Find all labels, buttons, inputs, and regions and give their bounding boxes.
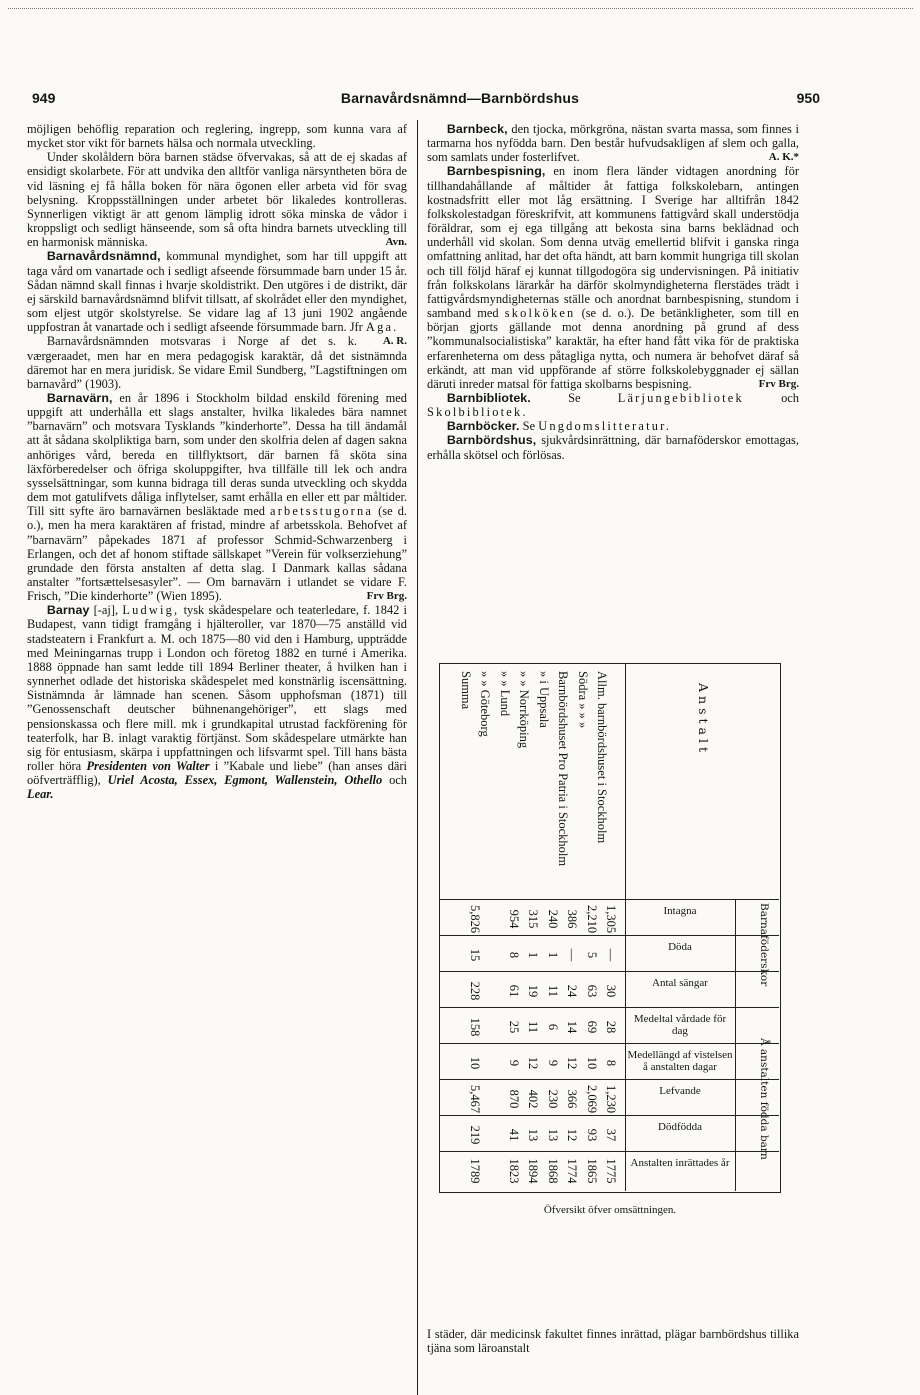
table-row-label: Barnbördshuset Pro Patria i Stockholm [556,671,570,867]
page-title: Barnavårdsnämnd—Barnbördshus [340,90,580,106]
table-cell: 386 [565,909,579,929]
table-cell: 15 [467,948,482,962]
table-cell: 954 [506,909,521,929]
entry-barnbocker: Barnböcker. Se Ungdomslitteratur. [446,419,672,434]
group-label-mothers: Barnaföderskor [758,903,770,987]
headword: Barnbespisning, [446,164,546,179]
table-row-label: » » Göteborg [478,671,492,737]
table-cell: 93 [584,1128,599,1142]
table-cell: 25 [506,1020,521,1034]
entry-barnavardsnamnd: Barnavårdsnämnd, kommunal myndighet, som har till uppgift att taga vård om vanartade och i sedligt afseende försummade barn under 15 år. Sådan nämnd skall finnas i hvarje skoldistrikt. Den utgöres i de distrikt, där ej särskild barnavårdsnämnd blifvit tillsatt, af skolrådet eller den myndighet, som eljest utgör skolstyrelse. Se vidare lag af 13 juni 1902 angående uppfostran åt vanartade och i sedligt afseende försummade barn. Jfr Aga. A. R. [27,249,407,348]
table-cell: 1,305 [604,904,618,934]
column-divider [417,120,418,1395]
table-cell: 1868 [545,1158,560,1184]
table-row-label: » i Uppsala [536,671,551,728]
table-cell: 1865 [584,1158,599,1184]
table-column-label: Lefvande [659,1085,701,1097]
table-cell: 1774 [565,1158,579,1184]
cross-reference: skolköken [504,306,576,321]
table-stub-header: Anstalt [696,683,711,756]
entry-barnbespisning: Barnbespisning, en inom flera länder vidtagen anordning för tillhandahållande af måltider åt fattiga folkskolebarn, antingen kostnadsfritt eller mot låg ersättning. I Sverige har alltifrån 1842 folkskolestadgan föreskrifvit, att kommunens fattigvård skall understödja föräldrar, som ej ega tillgång att bekosta sina barns beklädnad och underhåll vid skolan. Som denna utväg emellertid blifvit i ganska ringa omfattning anlitad, har det ofta händt, att barn kommit hungriga till skolan och till följd häraf ej kunnat tillgodogöra sig undervisningen. På initiativ från folkskolans lärarkår ha därför skolmyndigheterna flerstädes trädt i fattigvårdsmyndigheternas ställe och anordnat barnbespisning, stundom i samband med skolköken (se d. o.). De betänkligheter, som till en början gjorts gällande mot denna anordning på grund af dess ”kommunalsocialistiska” karaktär, ha efter hand fått vika för de praktiska erfarenheterna om dess påtagliga nytta, och numera är behofvet däraf så erkändt, att man vid uppförande af större folkskolebyggnader ej sällan däruti inreder matsal för fattiga skolbarns bespisning. Frv Brg. [427,164,799,391]
table-cell: 41 [506,1128,521,1142]
left-column [27,122,407,802]
entry-barnbibliotek: Barnbibliotek. Se Lärjungebibliotek och Skolbibliotek. [427,390,799,420]
table-rule [735,899,736,1191]
table-cell: 10 [467,1056,482,1070]
running-header [0,90,920,110]
table-cell: 28 [604,1020,618,1034]
table-cell: 870 [506,1089,521,1109]
table-cell: 228 [467,981,482,1001]
table-column-label: Anstalten inrättades år [630,1157,730,1169]
table-cell: 6 [545,1023,560,1031]
table-rule [439,1007,779,1008]
headword: Barnbibliotek. [446,390,531,405]
headword: Barnbördshus, [446,433,537,448]
entry-barnay: Barnay [-aj], Ludwig, tysk skådespelare och teaterledare, f. 1842 i Budapest, vann tidigt framgång i hjälteroller, var 1870—75 anställd vid stadsteatern i Frankfurt a. M. och 1875—80 vid den i Hamburg, uppträdde med Meiningarnas trupp i London och företog 1882 en turné i Amerika. 1888 öppnade han samt ledde till 1894 Berliner theater, å hvilken han i synnerhet odlade det historiska skådespelet med konstnärlig iscensättning. Sistnämnda år lämnade han scenen. Såsom upphofsman (1871) till ”Genossenschaft deutscher bühnenangehöriger”, ett slags med pensionskassa och flere mill. mk i grundkapital utrustad fackförening för teaterfolk, har B. inlagt varaktig förtjänst. Som skådespelare utmärkte han sig för entusiasm, skärpa i uppfattningen och lifsvarmt spel. Till hans bästa roller höra Presidenten von Walter i ”Kabale und liebe” (han anses däri oöfverträfflig), Uriel Acosta, Essex, Egmont, Wallenstein, Othello och Lear. [27,603,407,802]
table-caption: Öfversikt öfver omsättningen. [543,1204,677,1216]
table-cell: 19 [526,984,540,998]
table-rule [439,1079,779,1080]
table-cell: 11 [526,1020,540,1034]
signature: A. K.* [768,151,799,164]
table-cell: 158 [467,1017,482,1037]
page-number-right: 950 [796,90,820,106]
table-cell: — [604,948,618,962]
table-cell: 1775 [604,1158,618,1184]
table-cell: 13 [545,1128,560,1142]
table-cell: 5,467 [467,1084,482,1114]
role-titles: Lear. [27,787,54,802]
table-rule [439,935,779,936]
table-row-label: Södra » » » [575,671,590,729]
page-number-left: 949 [32,90,56,106]
paragraph: I städer, där medicinsk fakultet finnes inrättad, plägar barnbördshus tillika tjäna som läroanstalt [427,1327,799,1356]
statistics-table [439,663,781,1216]
table-cell: 12 [526,1056,540,1070]
table-row-label: Allm. barnbördshuset i Stockholm [595,671,609,844]
table-cell: 69 [584,1020,599,1034]
table-row-label: » » Lund [497,671,512,717]
table-cell: 240 [545,909,560,929]
table-cell: 5 [584,951,599,959]
table-cell: 2,210 [584,904,599,934]
table-cell: 30 [604,984,618,998]
table-rule [439,1115,779,1116]
table-rule [439,1043,779,1044]
table-column-label: Döda [668,941,692,953]
table-cell: 366 [565,1089,579,1109]
table-cell: 1894 [526,1158,540,1184]
group-label-born: Å anstalten födda barn [758,1038,770,1160]
table-cell: 1 [545,951,560,959]
table-cell: 315 [526,909,540,929]
table-cell: 61 [506,984,521,998]
table-cell: 8 [604,1059,618,1067]
table-cell: 230 [545,1089,560,1109]
table-rule [625,663,626,1191]
table-row-label: » » Norrköping [517,671,531,749]
signature: Frv Brg. [758,377,799,390]
table-cell: 10 [584,1056,599,1070]
entry-barnavarn: Barnavärn, en år 1896 i Stockholm bildad enskild förening med uppgift att underhålla ett slags anstalter, hvilka likaledes bära namnet ”barnavärn” och motsvara Tysklands ”kinderhorte”. Dessa ha till ändamål att åt sådana skolpliktiga barn, som under den skolfria delen af dagen sakna anhöriges vård, bereda en tillflyktsort, där barnen få sköta sina läxförberedelser och öfriga skoluppgifter, hva tillfälle till lek och andra sysselsättningar, som kunna bidraga till deras sunda utveckling och skydda dem mot gatulifvets dåliga inflytelser, samt erhålla en eller ett par måltider. Till sitt syfte äro barnavärnen besläktade med arbetsstugorna (se d. o.), men ha mera karaktären af fristad, mindre af arbetsskola. Behofvet af ”barnavärn” påpekades 1871 af professor Schmid-Schwarzenberg i Erlangen, och det af honom stiftade sällskapet ”Verein für volkserziehung” grundade den första anstalten af detta slag. I Danmark kallas sådana anstalter ”fortsættelsesasyler”. — Om barnavärn i utlandet se vidare F. Frisch, ”Die kinderhorte” (Wien 1895). Frv Brg. [27,390,407,604]
table-rule [439,971,779,972]
table-cell: 14 [565,1020,579,1034]
table-cell: 1789 [467,1158,482,1184]
paragraph: Barnavårdsnämnden motsvaras i Norge af det s. k. værgeraadet, men har en mera pedagogisk karaktär, då det sistnämnda däremot har en mera juridisk. Se vidare Emil Sundberg, ”Lagstiftningen om barnavård” (1903). [27,334,407,391]
cross-reference: arbetsstugorna [270,504,374,519]
table-cell: 37 [604,1128,618,1142]
table-cell: 219 [467,1125,482,1145]
table-cell: 1,230 [604,1084,618,1114]
table-cell: 2,069 [584,1084,599,1114]
table-cell: 11 [545,984,560,998]
scan-edge-line [8,8,913,10]
table-column-label: Medellängd af vistelsen å anstalten dagar [627,1049,733,1073]
table-cell: 24 [565,984,579,998]
headword: Barnay [46,603,90,618]
table-cell: 5,826 [467,904,482,934]
person-name: Ludwig, [122,603,180,618]
table-cell: 12 [565,1128,579,1142]
table-row-sum-label: Summa [458,671,473,710]
table-column-label: Medeltal vårdade för dag [633,1013,727,1037]
table-cell: 402 [526,1089,540,1109]
table-column-label: Antal sängar [652,977,708,989]
table-cell: 9 [545,1059,560,1067]
paragraph: Under skolåldern böra barnen städse öfvervakas, så att de ej skadas af ensidigt skolarbete. För att undvika den alltför vanliga närsyntheten böra de vid läsning ej få hålla boken för nära ögonen eller arbeta vid för svag belysning. Kroppsställningen under arbetet bör likaledes kontrolleras. Synnerligen viktigt är att genom lämplig idrott söka minska de vådor i kroppsligt och sedligt hänseende, som så ofta hindra barnets utveckling till en harmonisk människa. Avn. [27,150,407,250]
table-cell: 8 [506,951,521,959]
table-column-label: Dödfödda [658,1121,702,1133]
cross-reference: Aga. [365,320,399,335]
table-cell: 13 [526,1128,540,1142]
table-cell: 1823 [506,1158,521,1184]
table-rule [439,899,779,900]
table-rule [439,1151,779,1152]
table-cell: 12 [565,1056,579,1070]
headword: Barnböcker. [446,419,520,434]
signature: Avn. [385,236,407,249]
role-titles: Presidenten von Walter [86,759,210,774]
headword: Barnavärn, [46,390,113,405]
table-cell: — [565,948,579,962]
cross-reference: Ungdomslitteratur. [538,419,672,434]
signature: Frv Brg. [366,590,407,603]
signature: A. R. [382,335,407,348]
paragraph: möjligen behöflig reparation och reglering, ingrepp, som kunna vara af mycket stor vikt för barnets hälsa och normala utveckling. [27,122,407,151]
table-cell: 1 [526,951,540,959]
entry-barnbordshus: Barnbördshus, sjukvårdsinrättning, där barnaföderskor emottagas, erhålla skötsel och förlösas. [427,433,799,462]
cross-reference: Lärjungebibliotek [617,390,744,405]
role-titles: Uriel Acosta, Essex, Egmont, Wallenstein, Othello [107,773,383,788]
table-cell: 9 [506,1059,521,1067]
table-cell: 63 [584,984,599,998]
table-column-label: Intagna [663,905,697,917]
headword: Barnavårdsnämnd, [46,249,161,264]
right-column [427,122,799,462]
headword: Barnbeck, [446,122,508,136]
entry-barnbeck: Barnbeck, den tjocka, mörkgröna, nästan svarta massa, som finnes i tarmarna hos nyfödda barn. Den består hufvudsakligen af slem och galla, som samlats under fosterlifvet. A. K.* [427,122,799,165]
cross-reference: Skolbibliotek. [427,405,528,420]
